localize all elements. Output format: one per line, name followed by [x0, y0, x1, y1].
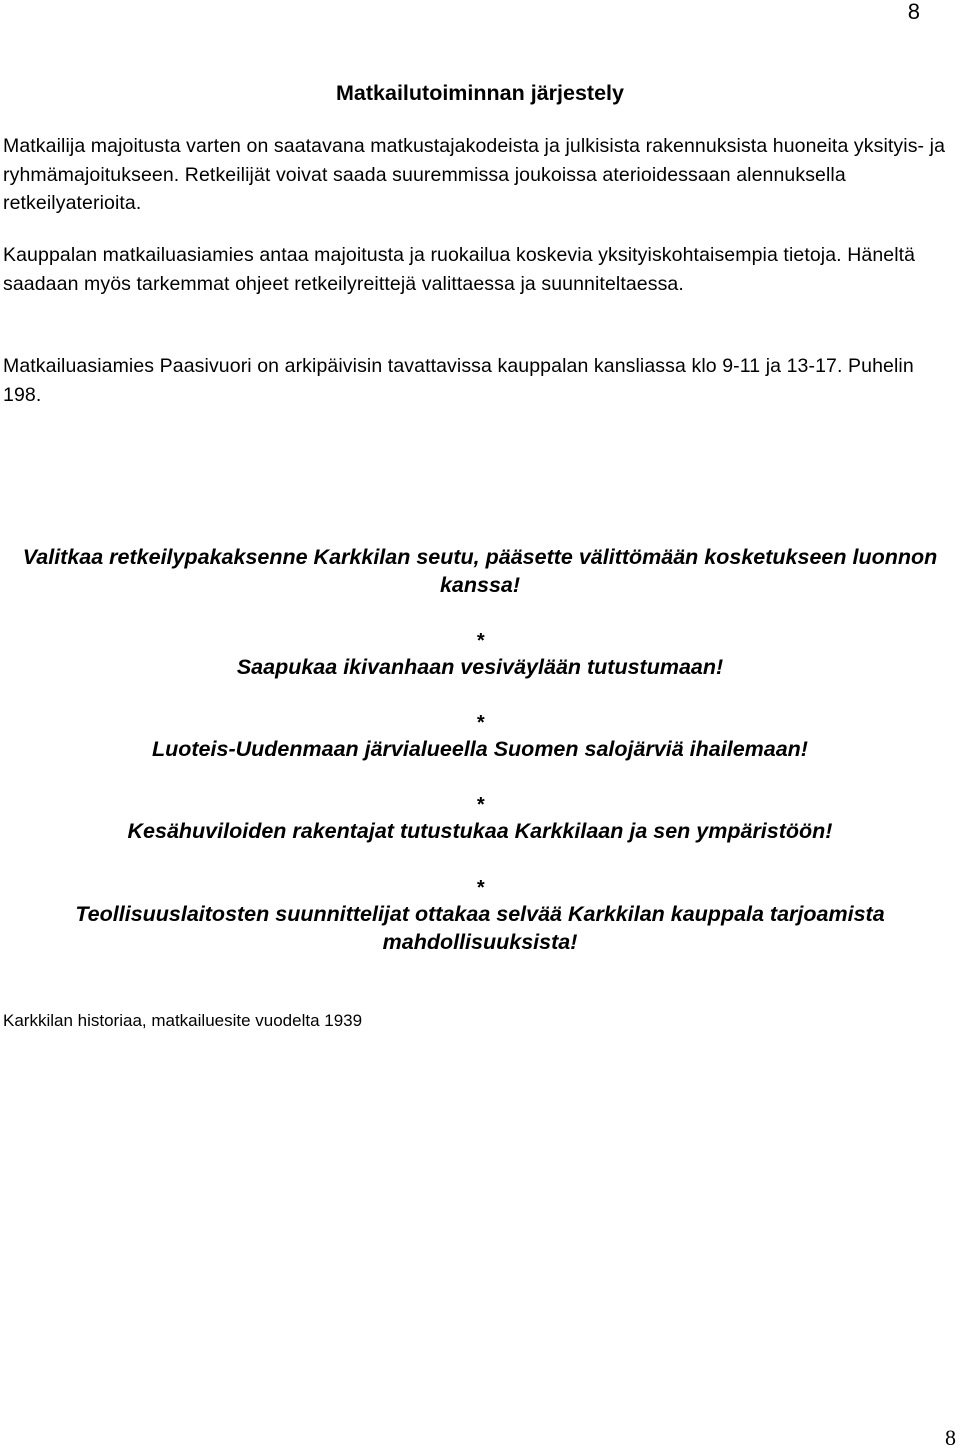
source-note: Karkkilan historiaa, matkailuesite vuodelta 1939 — [3, 1011, 363, 1030]
page-number-bottom: 8 — [945, 1425, 956, 1450]
slogan-industry: Teollisuuslaitosten suunnittelijat ottakaa selvää Karkkilan kauppala tarjoamista mahdollisuuksista! — [75, 902, 885, 954]
slogan-separator: * — [476, 712, 484, 734]
paragraph-office-hours: Matkailuasiamies Paasivuori on arkipäivisin tavattavissa kauppalan kansliassa klo 9-11 ja 13-17. Puhelin 198. — [3, 355, 914, 406]
slogan-hiking-region: Valitkaa retkeilypakaksenne Karkkilan seutu, pääsette välittömään kosketukseen luonnon kanssa! — [22, 545, 938, 597]
slogan-separator: * — [476, 794, 484, 816]
section-heading: Matkailutoiminnan järjestely — [336, 81, 624, 105]
slogan-separator: * — [476, 630, 484, 652]
page-number-top: 8 — [907, 0, 920, 24]
slogan-waterway: Saapukaa ikivanhaan vesiväylään tutustumaan! — [236, 655, 724, 679]
slogan-summer-cottages: Kesähuviloiden rakentajat tutustukaa Karkkilaan ja sen ympäristöön! — [127, 819, 833, 843]
paragraph-tourism-agent: Kauppalan matkailuasiamies antaa majoitusta ja ruokailua koskevia yksityiskohtaisempia tietoja. Häneltä saadaan myös tarkemmat ohjeet retkeilyreittejä valittaessa ja suunniteltaessa. — [3, 244, 916, 295]
paragraph-accommodation: Matkailija majoitusta varten on saatavana matkustajakodeista ja julkisista rakennuksista huoneita yksityis- ja ryhmämajoitukseen. Retkeilijät voivat saada suuremmissa joukoissa aterioidessaan alennuksella retkeilyaterioita. — [3, 135, 946, 214]
slogan-separator: * — [476, 877, 484, 899]
slogan-lake-region: Luoteis-Uudenmaan järvialueella Suomen salojärviä ihailemaan! — [152, 737, 808, 761]
